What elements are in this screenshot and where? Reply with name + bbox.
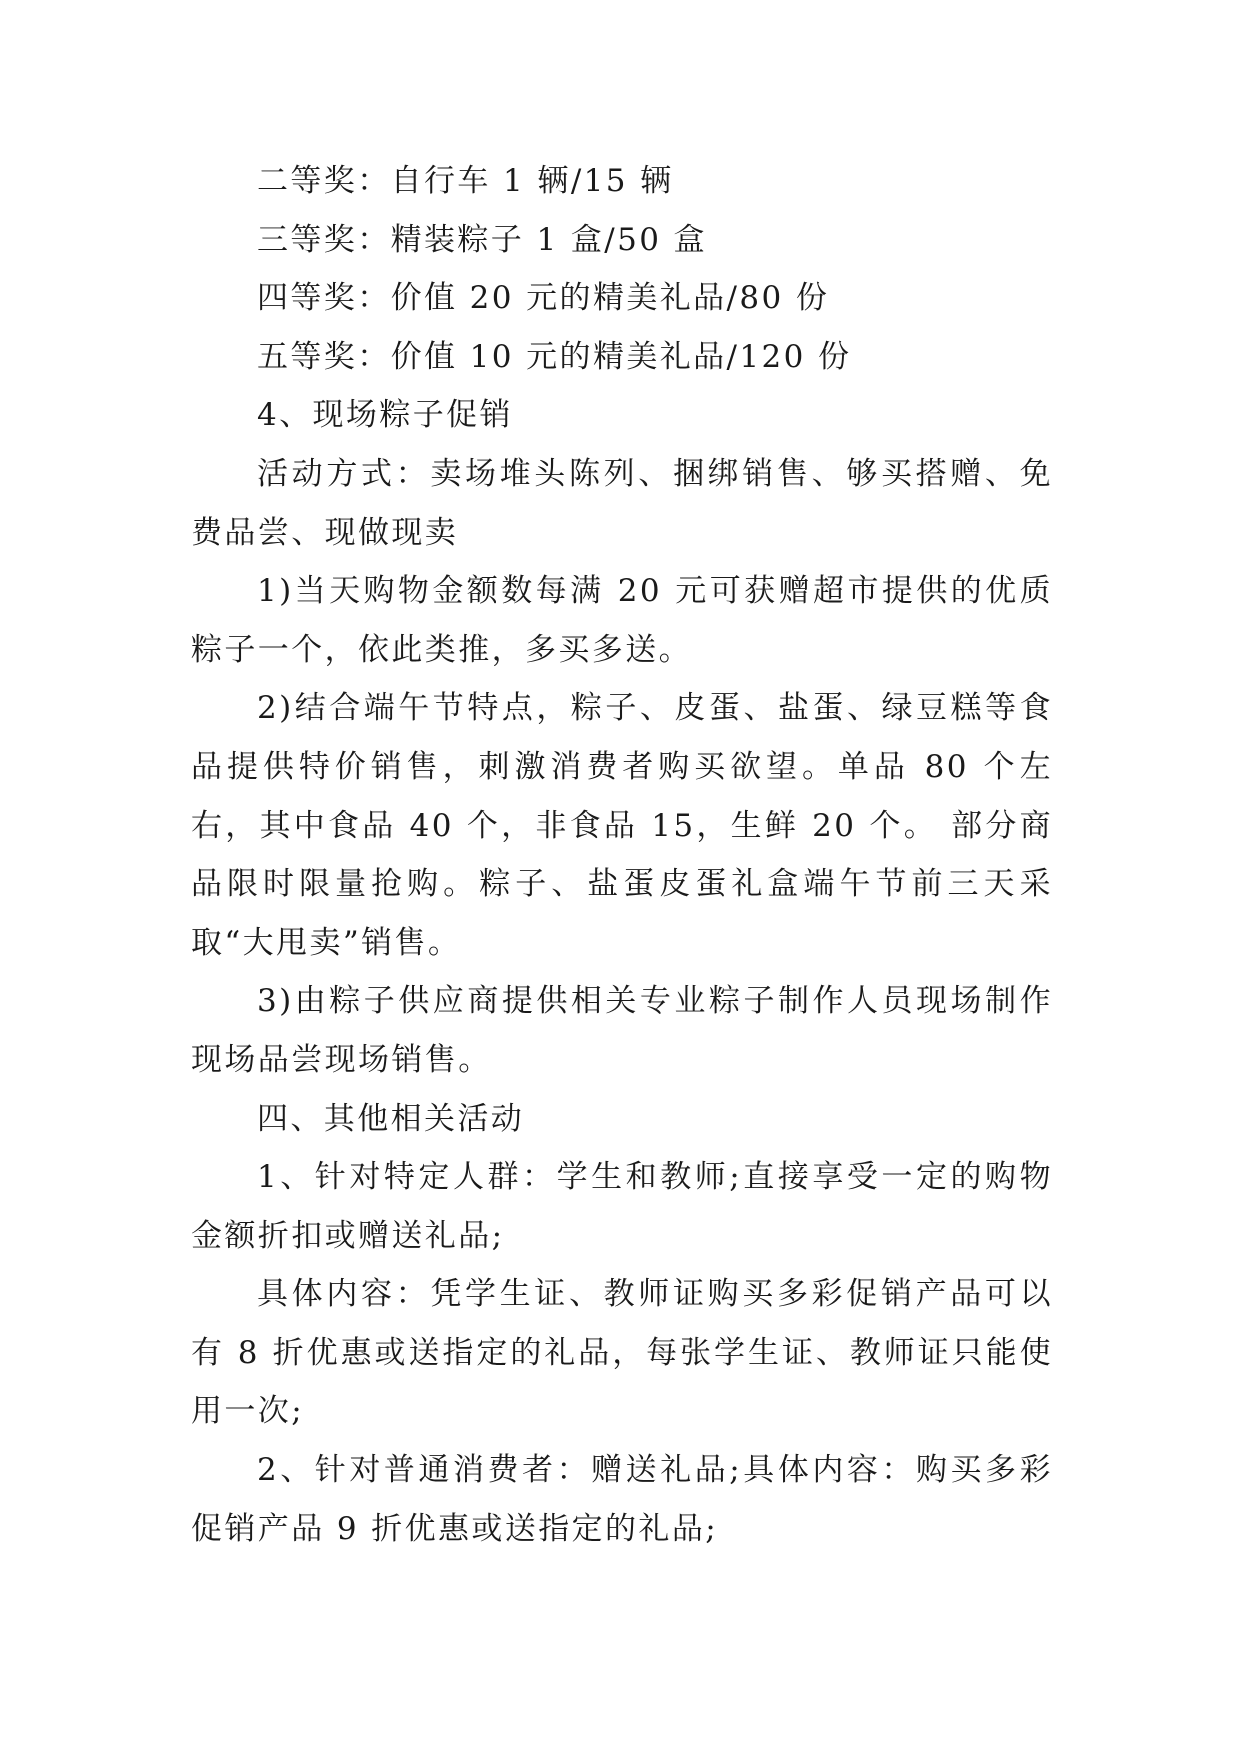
prize-second: 二等奖：自行车 1 辆/15 辆 [257,163,674,199]
prize-third: 三等奖：精装粽子 1 盒/50 盒 [257,221,707,258]
target-group-students-teachers: 1、针对特定人群：学生和教师;直接享受一定的购物金额折扣或赠送礼品; [191,1159,1053,1254]
section-heading-zongzi-promotion: 4、现场粽子促销 [257,397,513,434]
target-group-general-consumers: 2、针对普通消费者：赠送礼品;具体内容：购买多彩促销产品 9 折优惠或送指定的礼品; [191,1452,1053,1547]
promo-item-3: 3)由粽子供应商提供相关专业粽子制作人员现场制作现场品尝现场销售。 [191,983,1053,1078]
prize-fourth: 四等奖：价值 20 元的精美礼品/80 份 [257,280,830,317]
document-body [191,152,1053,1558]
prize-fifth: 五等奖：价值 10 元的精美礼品/120 份 [257,338,852,375]
details-students-teachers: 具体内容：凭学生证、教师证购买多彩促销产品可以有 8 折优惠或送指定的礼品，每张学生证、教师证只能使用一次; [191,1276,1053,1430]
promo-item-2: 2)结合端午节特点，粽子、皮蛋、盐蛋、绿豆糕等食品提供特价销售，刺激消费者购买欲望。单品 80 个左右，其中食品 40 个，非食品 15，生鲜 20 个。 部分商品限时限量抢购。粽子、盐蛋皮蛋礼盒端午节前三天采取“大甩卖”销售。 [191,690,1053,961]
promo-item-1: 1)当天购物金额数每满 20 元可获赠超市提供的优质粽子一个，依此类推，多买多送。 [191,573,1053,668]
activity-methods: 活动方式：卖场堆头陈列、捆绑销售、够买搭赠、免费品尝、现做现卖 [191,455,1053,551]
section-heading-other-activities: 四、其他相关活动 [257,1100,525,1137]
